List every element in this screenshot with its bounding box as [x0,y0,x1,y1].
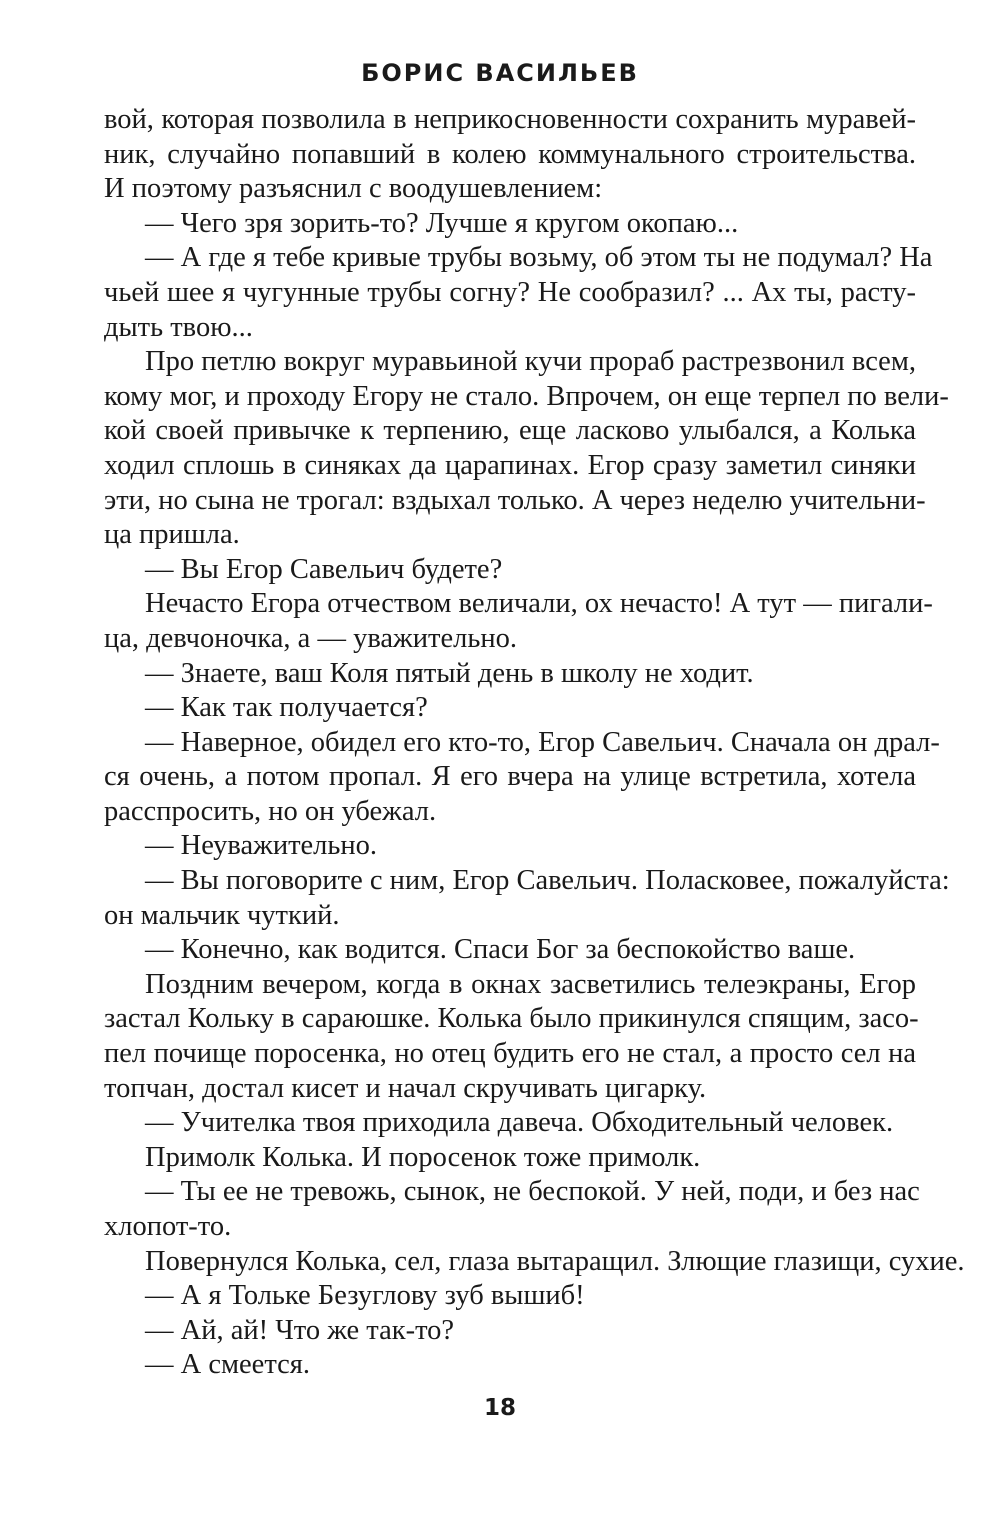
text-line: И поэтому разъяснил с воодушевлением: [104,173,603,205]
text-line: хлопот-то. [104,1211,232,1242]
text-line: пел почище поросенка, но отец будить его не стал, а просто сел на [104,1038,916,1070]
text-line: — А где я тебе кривые трубы возьму, об этом ты не подумал? На [145,242,933,274]
text-line: топчан, достал кисет и начал скручивать цигарку. [104,1072,707,1104]
body-text [104,103,965,1383]
text-line: — Знаете, ваш Коля пятый день в школу не ходит. [145,657,754,689]
text-line: — Как так получается? [145,692,428,724]
text-line: — Наверное, обидел его кто-то, Егор Савельич. Сначала он драл- [145,726,940,758]
text-line: Про петлю вокруг муравьиной кучи прораб растрезвонил всем, [145,346,916,378]
text-line: вой, которая позволила в неприкосновенности сохранить муравей- [104,104,916,135]
text-line: ся очень, а потом пропал. Я его вчера на улице встретила, хотела [104,761,916,793]
text-line: чьей шее я чугунные трубы согну? Не сообразил? ... Ах ты, расту- [104,276,916,308]
text-line: эти, но сына не трогал: вздыхал только. А через неделю учительни- [104,484,926,516]
text-line: — Конечно, как водится. Спаси Бог за беспокойство ваше. [145,934,856,966]
text-line: Повернулся Колька, сел, глаза вытаращил. Злющие глазищи, сухие. [145,1245,965,1277]
text-line: кой своей привычке к терпению, еще ласково улыбался, а Колька [104,415,916,447]
text-line: застал Кольку в сараюшке. Колька было прикинулся спящим, засо- [104,1003,919,1035]
text-line: ходил сплошь в синяках да царапинах. Егор сразу заметил синяки [104,449,916,481]
text-line: ца, девчоночка, а — уважительно. [104,622,517,654]
text-line: кому мог, и проходу Егору не стало. Впрочем, он еще терпел по вели- [104,380,949,412]
text-line: — Ай, ай! Что же так-то? [145,1314,455,1346]
text-line: — Учителка твоя приходила давеча. Обходительный человек. [145,1107,894,1139]
text-line: Примолк Колька. И поросенок тоже примолк. [145,1141,701,1173]
text-line: — Вы Егор Савельич будете? [145,553,503,585]
text-line: — Чего зря зорить-то? Лучше я кругом окопаю... [145,207,739,239]
text-line: ца пришла. [104,519,240,551]
text-line: Поздним вечером, когда в окнах засветились телеэкраны, Егор [145,968,916,1000]
text-line: — Ты ее не тревожь, сынок, не беспокой. У ней, поди, и без нас [145,1176,920,1208]
text-line: — Вы поговорите с ним, Егор Савельич. Поласковее, пожалуйста: [145,865,950,897]
text-line: — А смеется. [145,1349,311,1381]
text-line: дыть твою... [104,311,253,343]
text-line: расспросить, но он убежал. [104,795,437,827]
text-line: ник, случайно попавший в колею коммунального строительства. [104,138,916,170]
running-head: БОРИС ВАСИЛЬЕВ [361,59,639,87]
text-line: — Неуважительно. [145,830,378,862]
text-line: он мальчик чуткий. [104,899,340,931]
page-number: 18 [483,1395,516,1421]
text-line: — А я Тольке Безуглову зуб вышиб! [145,1280,585,1312]
text-line: Нечасто Егора отчеством величали, ох нечасто! А тут — пигали- [145,588,933,620]
